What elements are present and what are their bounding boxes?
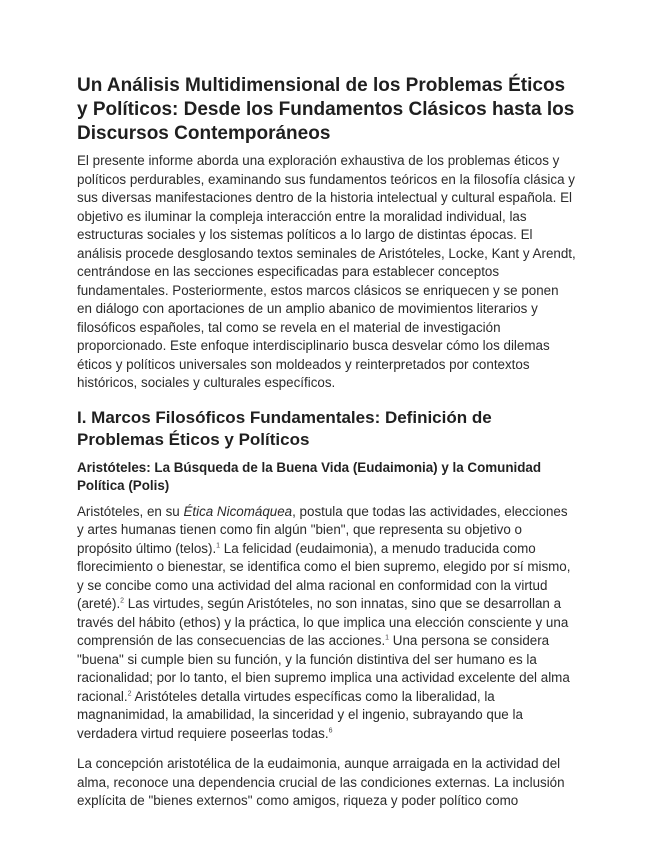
text-span: Aristóteles detalla virtudes específicas como la liberalidad, la magnanimidad, la amabilidad, la sinceridad y el ingenio, subrayando que la verdadera virtud requiere poseerlas todas. bbox=[77, 688, 523, 741]
document-title: Un Análisis Multidimensional de los Problemas Éticos y Políticos: Desde los Fundamentos Clásicos hasta los Discursos Contemporáneos bbox=[77, 75, 575, 144]
text-span: Las virtudes, según Aristóteles, no son innatas, sino que se desarrollan a través del hábito (ethos) y la práctica, lo que implica una elección consciente y una comprensión de las consecuencias de las acciones. bbox=[77, 596, 569, 648]
citation-ref[interactable]: 1 bbox=[216, 542, 221, 550]
intro-paragraph: El presente informe aborda una exploración exhaustiva de los problemas éticos y políticos perdurables, examinando sus fundamentos teóricos en la filosofía clásica y sus diversas manifestaciones dentro de la historia intelectual y cultural española. El objetivo es iluminar la compleja interacción entre la moralidad individual, las estructuras sociales y los sistemas políticos a lo largo de distintas épocas. El análisis procede desglosando textos seminales de Aristóteles, Locke, Kant y Arendt, centrándose en las secciones especificadas para establecer conceptos fundamentales. Posteriormente, estos marcos clásicos se enriquecen y se ponen en diálogo con aportaciones de un amplio abanico de movimientos literarios y filosóficos españoles, tal como se revela en el material de investigación proporcionado. Este enfoque interdisciplinario busca desvelar cómo los dilemas éticos y políticos universales son moldeados y reinterpretados por contextos históricos, sociales y culturales específicos. bbox=[77, 153, 576, 390]
aristotle-paragraph bbox=[77, 503, 577, 744]
document-page bbox=[77, 74, 577, 823]
citation-ref[interactable]: 6 bbox=[328, 727, 333, 735]
text-span: La felicidad (eudaimonia), a menudo traducida como florecimiento o bienestar, se identifica como el bien supremo, elegido por sí mismo, y se concibe como una actividad del alma racional en conformidad con la virtud (areté). bbox=[77, 540, 571, 611]
subsection-heading: Aristóteles: La Búsqueda de la Buena Vida (Eudaimonia) y la Comunidad Política (Polis) bbox=[77, 459, 542, 493]
eudaimonia-paragraph: La concepción aristotélica de la eudaimonia, aunque arraigada en la actividad del alma, reconoce una dependencia crucial de las condiciones externas. La inclusión explícita de "bienes externos" como amigos, riqueza y poder político como bbox=[77, 756, 565, 808]
section-heading: I. Marcos Filosóficos Fundamentales: Definición de Problemas Éticos y Políticos bbox=[77, 407, 492, 449]
text-span: Una persona se considera "buena" si cumple bien su función, y la función distintiva del ser humano es la racionalidad; por lo tanto, el bien supremo implica una actividad excelente del alma racional. bbox=[77, 633, 570, 704]
text-span: Aristóteles, en su bbox=[77, 503, 184, 519]
citation-ref[interactable]: 2 bbox=[120, 597, 125, 605]
citation-ref[interactable]: 1 bbox=[385, 634, 390, 642]
text-span: , postula que todas las actividades, elecciones y artes humanas tienen como fin algún "bien", que representa su objetivo o propósito último (telos). bbox=[77, 503, 568, 556]
work-title: Ética Nicomáquea bbox=[183, 503, 293, 519]
citation-ref[interactable]: 2 bbox=[127, 690, 132, 698]
